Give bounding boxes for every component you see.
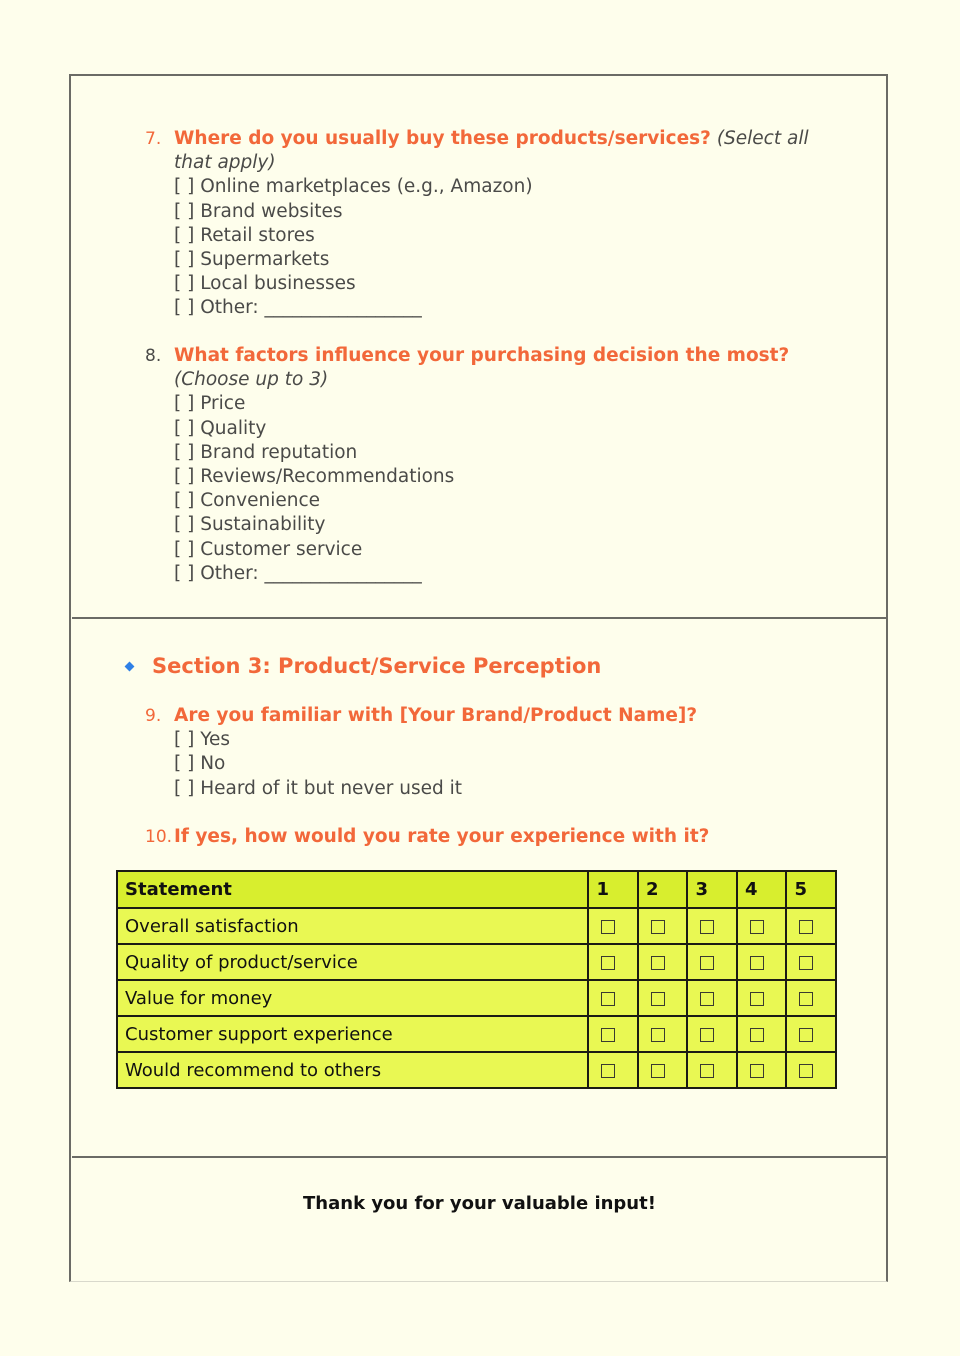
rating-cell-4[interactable]: [737, 980, 787, 1016]
rating-cell-5[interactable]: [786, 944, 836, 980]
table-row: [117, 980, 836, 1016]
checkbox-icon[interactable]: [601, 1028, 615, 1042]
option-convenience[interactable]: [ ] Convenience: [174, 490, 321, 512]
rating-cell-3[interactable]: [687, 944, 737, 980]
header-rating-5: 5: [786, 871, 836, 908]
checkbox-icon[interactable]: [700, 1028, 714, 1042]
statement-cell: Overall satisfaction: [117, 908, 588, 944]
option-other[interactable]: [ ] Other: _________________: [174, 297, 422, 319]
checkbox-icon[interactable]: [601, 992, 615, 1006]
option-price[interactable]: [ ] Price: [174, 393, 246, 415]
question-hint: (Select all that apply): [174, 128, 809, 174]
table-header-row: [117, 871, 836, 908]
option-reviews[interactable]: [ ] Reviews/Recommendations: [174, 466, 455, 488]
option-yes[interactable]: [ ] Yes: [174, 729, 231, 751]
question-7: [145, 127, 845, 321]
checkbox-icon[interactable]: [750, 956, 764, 970]
checkbox-icon[interactable]: [799, 920, 813, 934]
checkbox-icon[interactable]: [651, 1028, 665, 1042]
checkbox-icon[interactable]: [601, 1064, 615, 1078]
rating-cell-4[interactable]: [737, 1052, 787, 1088]
question-8: [145, 344, 845, 586]
rating-cell-2[interactable]: [638, 1016, 688, 1052]
rating-cell-5[interactable]: [786, 1052, 836, 1088]
checkbox-icon[interactable]: [700, 1064, 714, 1078]
question-9: [145, 704, 845, 801]
rating-cell-1[interactable]: [588, 944, 638, 980]
section-title: Section 3: Product/Service Perception: [152, 654, 602, 678]
table-row: [117, 1052, 836, 1088]
checkbox-icon[interactable]: [601, 956, 615, 970]
question-text: Are you familiar with [Your Brand/Product Name]?: [174, 705, 698, 726]
statement-cell: Quality of product/service: [117, 944, 588, 980]
statement-cell: Would recommend to others: [117, 1052, 588, 1088]
option-quality[interactable]: [ ] Quality: [174, 417, 267, 439]
question-10: [145, 825, 845, 849]
checkbox-icon[interactable]: [651, 1064, 665, 1078]
question-number: 10.: [145, 827, 173, 847]
rating-cell-1[interactable]: [588, 908, 638, 944]
question-title: [174, 344, 845, 392]
checkbox-icon[interactable]: [750, 1028, 764, 1042]
rating-cell-1[interactable]: [588, 980, 638, 1016]
rating-cell-2[interactable]: [638, 908, 688, 944]
question-number: 9.: [145, 706, 162, 726]
option-local-businesses[interactable]: [ ] Local businesses: [174, 273, 356, 295]
checkbox-icon[interactable]: [750, 992, 764, 1006]
question-number: 8.: [145, 346, 162, 366]
question-text: If yes, how would you rate your experience with it?: [174, 826, 710, 847]
question-text: Where do you usually buy these products/services?: [174, 128, 711, 149]
rating-cell-4[interactable]: [737, 1016, 787, 1052]
option-brand-websites[interactable]: [ ] Brand websites: [174, 200, 343, 222]
checkbox-icon[interactable]: [700, 920, 714, 934]
diamond-icon: [125, 661, 135, 671]
rating-table: [116, 870, 837, 1089]
table-row: [117, 944, 836, 980]
checkbox-icon[interactable]: [651, 920, 665, 934]
section-3-heading: [124, 654, 601, 678]
checkbox-icon[interactable]: [750, 920, 764, 934]
checkbox-icon[interactable]: [799, 1028, 813, 1042]
rating-cell-3[interactable]: [687, 980, 737, 1016]
checkbox-icon[interactable]: [601, 920, 615, 934]
option-heard-never-used[interactable]: [ ] Heard of it but never used it: [174, 777, 463, 799]
rating-cell-5[interactable]: [786, 980, 836, 1016]
option-customer-service[interactable]: [ ] Customer service: [174, 538, 363, 560]
option-supermarkets[interactable]: [ ] Supermarkets: [174, 249, 330, 271]
rating-cell-5[interactable]: [786, 908, 836, 944]
section-divider: [72, 1156, 887, 1158]
header-statement: Statement: [117, 871, 588, 908]
option-sustainability[interactable]: [ ] Sustainability: [174, 514, 326, 536]
question-text: What factors influence your purchasing decision the most?: [174, 345, 790, 366]
checkbox-icon[interactable]: [700, 956, 714, 970]
option-no[interactable]: [ ] No: [174, 753, 226, 775]
question-hint: (Choose up to 3): [174, 369, 329, 391]
checkbox-icon[interactable]: [799, 956, 813, 970]
option-online-marketplaces[interactable]: [ ] Online marketplaces (e.g., Amazon): [174, 176, 533, 198]
table-row: [117, 1016, 836, 1052]
header-rating-2: 2: [638, 871, 688, 908]
question-title: [174, 704, 845, 728]
option-retail-stores[interactable]: [ ] Retail stores: [174, 224, 315, 246]
checkbox-icon[interactable]: [651, 956, 665, 970]
rating-cell-3[interactable]: [687, 1052, 737, 1088]
rating-cell-3[interactable]: [687, 908, 737, 944]
table-row: [117, 908, 836, 944]
rating-cell-3[interactable]: [687, 1016, 737, 1052]
statement-cell: Customer support experience: [117, 1016, 588, 1052]
header-rating-3: 3: [687, 871, 737, 908]
rating-cell-2[interactable]: [638, 980, 688, 1016]
option-other[interactable]: [ ] Other: _________________: [174, 562, 422, 584]
header-rating-1: 1: [588, 871, 638, 908]
rating-cell-4[interactable]: [737, 908, 787, 944]
rating-cell-2[interactable]: [638, 1052, 688, 1088]
rating-cell-2[interactable]: [638, 944, 688, 980]
checkbox-icon[interactable]: [651, 992, 665, 1006]
question-title: [174, 127, 845, 175]
question-title: [174, 825, 845, 849]
checkbox-icon[interactable]: [700, 992, 714, 1006]
rating-cell-5[interactable]: [786, 1016, 836, 1052]
question-number: 7.: [145, 129, 162, 149]
header-rating-4: 4: [737, 871, 787, 908]
statement-cell: Value for money: [117, 980, 588, 1016]
rating-cell-4[interactable]: [737, 944, 787, 980]
checkbox-icon[interactable]: [750, 1064, 764, 1078]
rating-cell-1[interactable]: [588, 1052, 638, 1088]
checkbox-icon[interactable]: [799, 992, 813, 1006]
rating-cell-1[interactable]: [588, 1016, 638, 1052]
thank-you-message: Thank you for your valuable input!: [303, 1193, 656, 1214]
section-divider: [72, 617, 887, 619]
option-brand-reputation[interactable]: [ ] Brand reputation: [174, 441, 358, 463]
checkbox-icon[interactable]: [799, 1064, 813, 1078]
